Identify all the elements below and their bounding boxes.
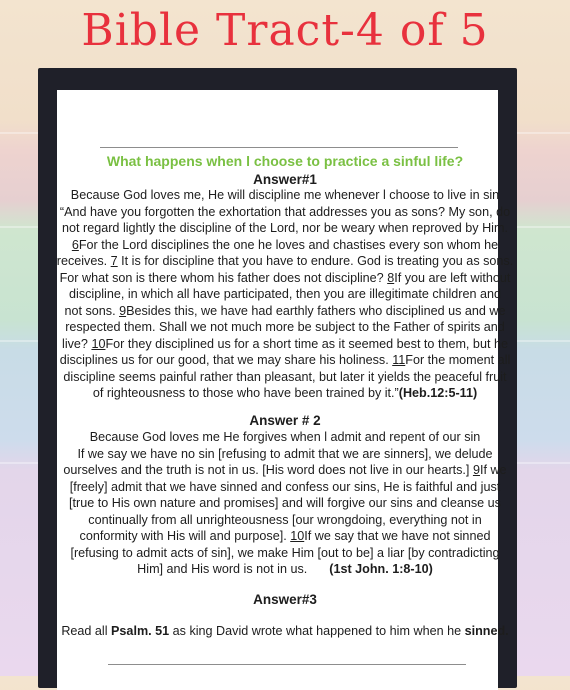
answer1-reference: (Heb.12:5-11) xyxy=(398,386,478,400)
top-divider xyxy=(100,147,458,148)
answer2-text xyxy=(0,429,570,578)
bottom-divider xyxy=(108,664,466,665)
answer1-line: Because God loves me, He will discipline me whenever l choose to live in sin xyxy=(70,188,500,202)
answer1-line: “And have you forgotten the exhortation that addresses you as sons? My son, do xyxy=(59,204,511,219)
answer1-line: not regard lightly the discipline of the Lord, nor be weary when reproved by Him. xyxy=(62,221,508,235)
answer2-reference: (1st John. 1:8-10) xyxy=(329,562,433,576)
answer3-text xyxy=(0,623,570,640)
answer1-line: receives. 7 It is for discipline that you have to endure. God is treating you as sons. xyxy=(56,254,514,268)
answer1-line: discipline, in which all have participated, then you are illegitimate children and xyxy=(69,287,501,301)
answer1-line: respected them. Shall we not much more be subject to the Father of spirits and xyxy=(65,320,505,334)
answer3-text-a: Read all xyxy=(61,624,112,638)
answer2-line: Him] and His word is not in us. xyxy=(137,562,308,576)
answer1-line: 6For the Lord disciplines the one he loves and chastises every son whom he xyxy=(71,237,499,252)
answer3-line xyxy=(0,623,570,640)
answer1-line: For what son is there whom his father does not discipline? 8If you are left without xyxy=(59,270,511,285)
answer3-sinned: sinned. xyxy=(464,624,509,638)
answer2-line: ourselves and the truth is not in us. [His word does not live in our hearts.] 9If we xyxy=(63,463,507,477)
answer2-line: [refusing to admit acts of sin], we make Him [out to be] a liar [by contradicting xyxy=(70,545,500,560)
answer2-line: Because God loves me He forgives when l admit and repent of our sin xyxy=(89,430,481,444)
answer3-heading: Answer#3 xyxy=(253,592,317,607)
answer2-line: [true to His own nature and promises] and will forgive our sins and cleanse us xyxy=(69,496,501,510)
answer1-last-line xyxy=(0,385,570,402)
answer1-line: live? 10For they disciplined us for a short time as it seemed best to them, but he xyxy=(62,336,508,351)
answer3-psalm-ref: Psalm. 51 xyxy=(111,624,170,638)
answer3-text-b: as king David wrote what happened to him when he xyxy=(169,624,465,638)
answer1-line: not sons. 9Besides this, we have had earthly fathers who disciplined us and we xyxy=(64,303,506,318)
answer1-heading: Answer#1 xyxy=(253,172,317,187)
answer1-line: of righteousness to those who have been trained by it.” xyxy=(92,386,399,400)
answer2-line: conformity with His will and purpose]. 10If we say that we have not sinned xyxy=(79,529,491,543)
answer1-line: discipline seems painful rather than pleasant, but later it yields the peaceful fruit xyxy=(63,369,507,384)
answer2-line: [freely] admit that we have sinned and confess our sins, He is faithful and just xyxy=(69,479,501,494)
answer1-text xyxy=(0,187,570,402)
answer2-line: continually from all unrighteousness [our wrongdoing, everything not in xyxy=(88,512,482,527)
answer2-last-line xyxy=(0,561,570,578)
tract-title: Bible Tract-4 of 5 xyxy=(81,5,489,56)
answer2-line: If we say we have no sin [refusing to admit that we are sinners], we delude xyxy=(77,446,493,461)
question-heading: What happens when l choose to practice a sinful life? xyxy=(106,153,464,169)
answer1-line: disciplines us for our good, that we may share his holiness. 11For the moment all xyxy=(59,353,511,367)
answer2-heading: Answer # 2 xyxy=(249,413,321,428)
